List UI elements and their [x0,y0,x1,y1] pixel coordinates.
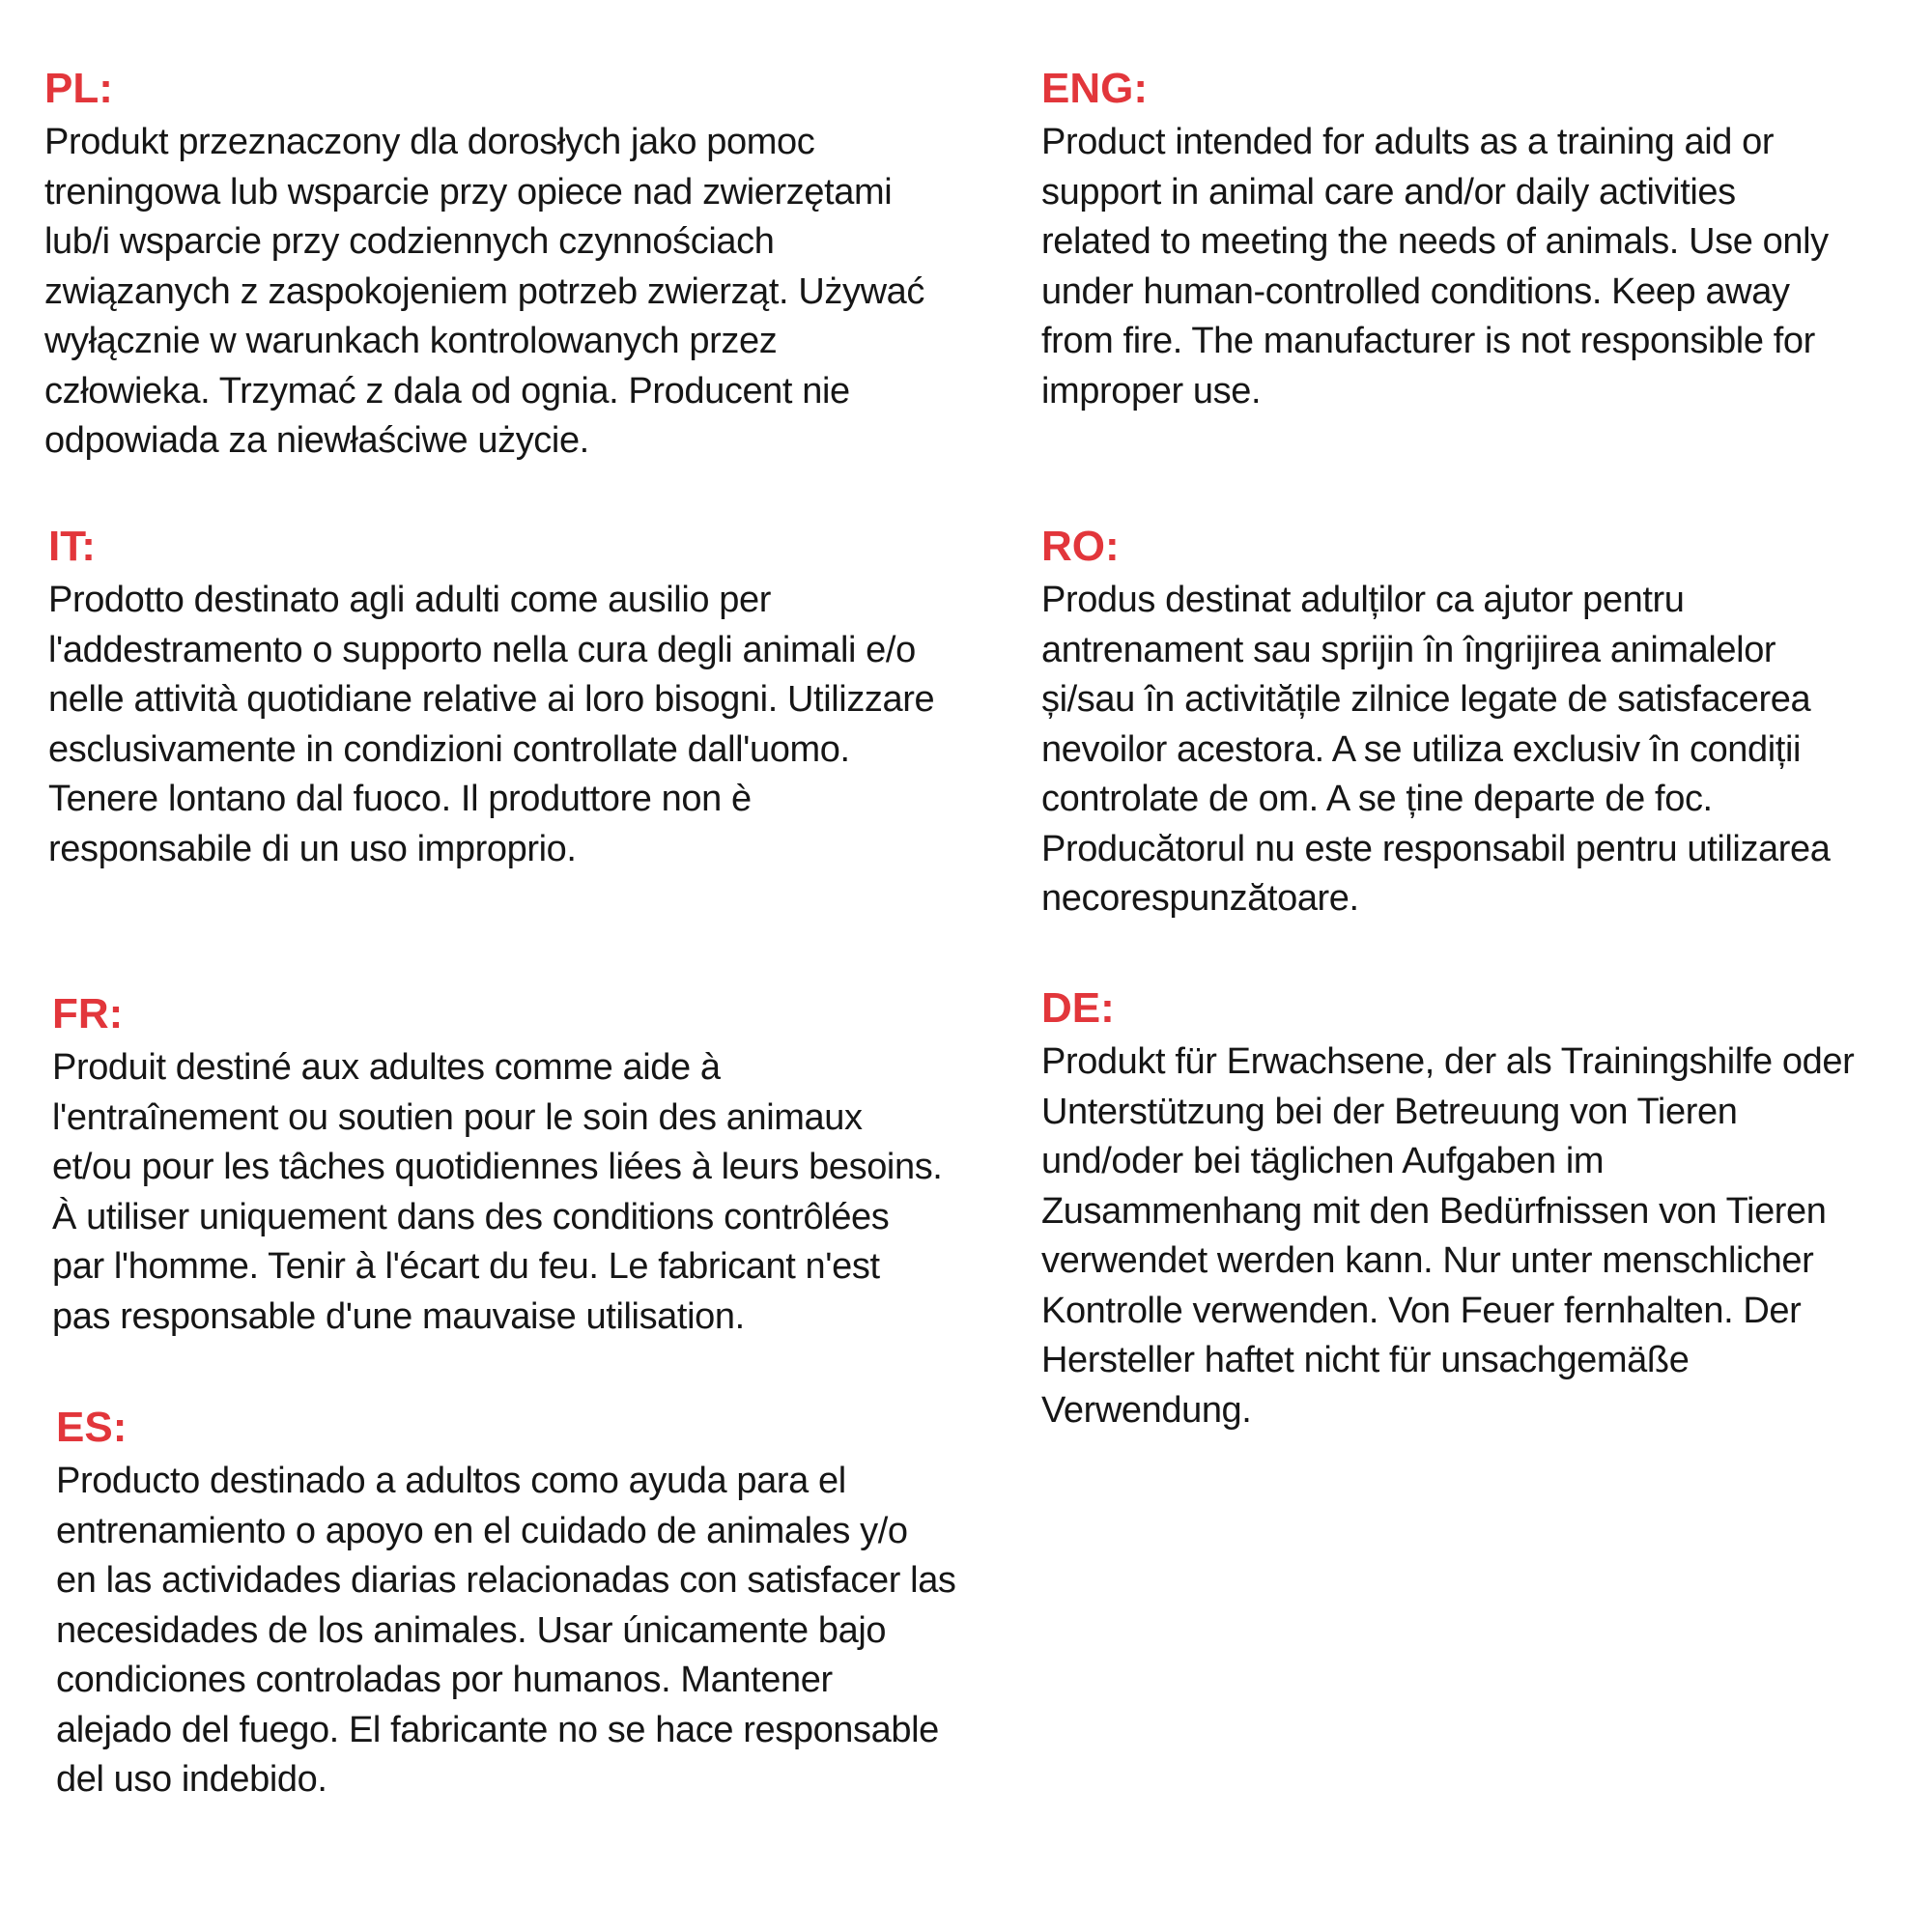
text-line: Product intended for adults as a training aid or [1041,122,1775,162]
text-line: Tenere lontano dal fuoco. Il produttore non è [48,779,752,819]
section-fr-text [52,1043,942,1342]
text-line: under human-controlled conditions. Keep away [1041,270,1790,312]
section-pl [44,64,924,467]
section-de-heading: DE: [1041,984,1115,1032]
section-es [56,1403,956,1805]
text-line: treningowa lub wsparcie przy opiece nad zwierzętami [44,171,893,213]
section-fr-heading: FR: [52,990,124,1037]
text-line: Produkt przeznaczony dla dorosłych jako pomoc [44,122,815,162]
text-line: lub/i wsparcie przy codziennych czynnościach [44,221,775,262]
text-line: wyłącznie w warunkach kontrolowanych przez [44,321,778,361]
text-line: și/sau în activitățile zilnice legate de satisfacerea [1041,679,1811,720]
section-ro-heading: RO: [1041,523,1120,570]
text-line: condiciones controladas por humanos. Mantener [56,1660,833,1700]
text-line: Kontrolle verwenden. Von Feuer fernhalten. Der [1041,1290,1802,1331]
section-de [1041,983,1854,1435]
text-line: from fire. The manufacturer is not responsible for [1041,321,1815,361]
text-line: człowieka. Trzymać z dala od ognia. Producent nie [44,370,850,412]
section-ro [1041,522,1831,924]
text-line: verwendet werden kann. Nur unter menschlicher [1041,1240,1814,1281]
section-de-text [1041,1037,1854,1435]
text-line: improper use. [1041,370,1262,412]
section-es-text [56,1457,956,1805]
text-line: et/ou pour les tâches quotidiennes liées à leurs besoins. [52,1147,943,1187]
text-line: Unterstützung bei der Betreuung von Tieren [1041,1091,1738,1132]
section-pl-text [44,118,924,467]
section-pl-heading: PL: [44,65,113,112]
text-line: und/oder bei täglichen Aufgaben im [1041,1141,1605,1181]
text-line: Hersteller haftet nicht für unsachgemäße [1041,1340,1690,1380]
text-line: l'entraînement ou soutien pour le soin des animaux [52,1096,863,1138]
text-line: Zusammenhang mit den Bedürfnissen von Tieren [1041,1190,1827,1232]
text-line: odpowiada za niewłaściwe użycie. [44,420,589,461]
section-eng [1041,64,1829,416]
text-line: Produkt für Erwachsene, der als Trainingshilfe oder [1041,1041,1855,1082]
text-line: antrenament sau sprijin în îngrijirea animalelor [1041,629,1776,670]
text-line: nelle attività quotidiane relative ai loro bisogni. Utilizzare [48,679,935,720]
section-it-text [48,576,934,874]
section-eng-heading: ENG: [1041,65,1148,112]
text-line: Producătorul nu este responsabil pentru utilizarea [1041,828,1831,869]
text-line: par l'homme. Tenir à l'écart du feu. Le fabricant n'est [52,1246,880,1287]
text-line: związanych z zaspokojeniem potrzeb zwierząt. Używać [44,270,924,312]
text-line: support in animal care and/or daily activities [1041,171,1736,213]
text-line: alejado del fuego. El fabricante no se hace responsable [56,1709,939,1750]
section-eng-text [1041,118,1829,416]
text-line: entrenamiento o apoyo en el cuidado de animales y/o [56,1510,908,1551]
section-it-heading: IT: [48,523,96,570]
text-line: Prodotto destinato agli adulti come ausilio per [48,580,771,620]
text-line: À utiliser uniquement dans des conditions contrôlées [52,1196,890,1237]
text-line: Produit destiné aux adultes comme aide à [52,1047,721,1088]
text-line: l'addestramento o supporto nella cura degli animali e/o [48,629,916,670]
text-line: del uso indebido. [56,1759,327,1800]
text-line: Produs destinat adulților ca ajutor pentru [1041,580,1685,620]
section-ro-text [1041,576,1831,924]
text-line: en las actividades diarias relacionadas con satisfacer las [56,1560,956,1601]
text-line: responsabile di un uso improprio. [48,828,577,869]
text-line: pas responsable d'une mauvaise utilisation. [52,1295,745,1337]
text-line: Producto destinado a adultos como ayuda para el [56,1461,846,1501]
section-it [48,522,934,874]
text-line: necorespunzătoare. [1041,878,1359,919]
text-line: related to meeting the needs of animals. Use only [1041,221,1829,262]
text-line: necesidades de los animales. Usar únicamente bajo [56,1609,887,1651]
text-line: esclusivamente in condizioni controllate dall'uomo. [48,728,850,770]
text-line: controlate de om. A se ține departe de foc. [1041,779,1713,819]
text-line: Verwendung. [1041,1389,1252,1431]
text-line: nevoilor acestora. A se utiliza exclusiv în condiții [1041,728,1802,770]
section-fr [52,989,942,1342]
section-es-heading: ES: [56,1404,128,1451]
